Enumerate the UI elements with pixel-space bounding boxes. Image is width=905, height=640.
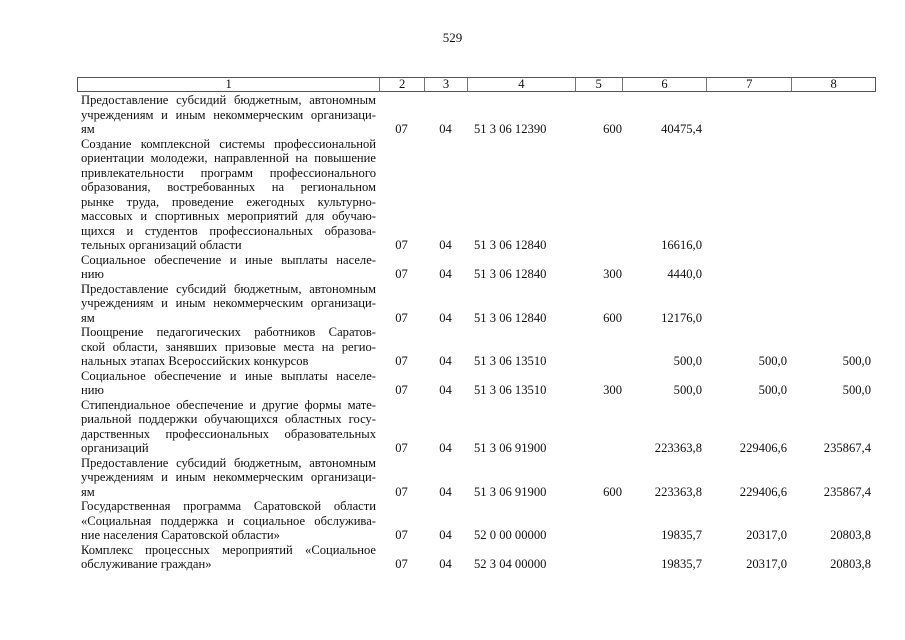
header-col-3: 3: [424, 78, 467, 91]
expense-type-code: 600: [603, 122, 622, 136]
expense-type-code: 300: [603, 267, 622, 281]
amount-year-1: 19835,7: [661, 557, 702, 571]
target-article-code: 51 3 06 12840: [474, 267, 547, 281]
table-row: [77, 456, 876, 500]
description-line: нальных этапах Всероссийских конкурсов: [81, 354, 309, 368]
section-code: 07: [395, 441, 408, 455]
description-line: обслуживание граждан»: [81, 557, 212, 571]
description-line: «Социальная поддержка и социальное обслужива-: [81, 513, 376, 528]
section-code: 07: [395, 383, 408, 397]
description-line: Создание комплексной системы профессиональной: [81, 136, 376, 151]
description-line: Предоставление субсидий бюджетным, автономным: [81, 455, 376, 470]
description-line: ской области, занявших призовые места на регио-: [81, 339, 376, 354]
description-line: Предоставление субсидий бюджетным, автономным: [81, 93, 376, 107]
description-line: ние населения Саратовской области»: [81, 528, 280, 542]
amount-year-1: 40475,4: [661, 122, 702, 136]
amount-year-1: 223363,8: [654, 441, 702, 455]
amount-year-3: 20803,8: [830, 528, 871, 542]
description-line: дарственных профессиональных образовательных: [81, 426, 376, 441]
description-line: нию: [81, 267, 104, 281]
section-code: 07: [395, 354, 408, 368]
amount-year-1: 500,0: [673, 383, 702, 397]
table-row: [77, 253, 876, 282]
expense-type-code: 600: [603, 310, 622, 325]
section-code: 07: [395, 310, 408, 325]
row-description: [77, 456, 379, 500]
amount-year-3: 235867,4: [823, 441, 871, 455]
subsection-code: 04: [439, 557, 452, 571]
amount-year-1: 19835,7: [661, 528, 702, 542]
row-description: [77, 543, 379, 572]
subsection-code: 04: [439, 383, 452, 397]
table-row: [77, 499, 876, 543]
row-description: [77, 369, 379, 398]
section-code: 07: [395, 528, 408, 542]
row-description: [77, 325, 379, 369]
table-row: [77, 398, 876, 456]
description-line: Предоставление субсидий бюджетным, автономным: [81, 281, 376, 296]
description-line: щихся и студентов профессиональных образова-: [81, 223, 376, 238]
table-row: [77, 369, 876, 398]
description-line: учреждениям и иным некоммерческим организаци-: [81, 296, 376, 310]
amount-year-3: 500,0: [842, 383, 871, 397]
subsection-code: 04: [439, 238, 452, 252]
description-line: рынке труда, проведение ежегодных культурно-: [81, 194, 376, 209]
row-description: [77, 137, 379, 253]
amount-year-2: 229406,6: [739, 484, 787, 499]
description-line: Поощрение педагогических работников Саратов-: [81, 325, 376, 339]
section-code: 07: [395, 267, 408, 281]
row-description: [77, 398, 379, 456]
table-row: [77, 137, 876, 253]
amount-year-1: 4440,0: [667, 267, 702, 281]
table-row: [77, 325, 876, 369]
target-article-code: 51 3 06 91900: [474, 484, 547, 499]
table-row: [77, 543, 876, 572]
subsection-code: 04: [439, 354, 452, 368]
amount-year-2: 229406,6: [739, 441, 787, 455]
description-line: Социальное обеспечение и иные выплаты населе-: [81, 252, 376, 267]
amount-year-2: 20317,0: [746, 557, 787, 571]
subsection-code: 04: [439, 528, 452, 542]
header-col-5: 5: [575, 78, 622, 91]
header-col-6: 6: [622, 78, 707, 91]
description-line: ям: [81, 310, 95, 325]
section-code: 07: [395, 238, 408, 252]
description-line: образования, востребованных на региональном: [81, 180, 376, 194]
amount-year-2: 500,0: [758, 354, 787, 368]
table-body: [77, 92, 876, 572]
header-col-1: 1: [225, 77, 232, 91]
target-article-code: 52 0 00 00000: [474, 528, 547, 542]
amount-year-1: 223363,8: [654, 484, 702, 499]
description-line: привлекательности программ профессионального: [81, 165, 376, 180]
description-line: учреждениям и иным некоммерческим организаци-: [81, 107, 376, 122]
expense-type-code: 300: [603, 383, 622, 397]
row-description: [77, 253, 379, 282]
description-line: ям: [81, 122, 95, 136]
amount-year-1: 500,0: [673, 354, 702, 368]
target-article-code: 51 3 06 91900: [474, 441, 547, 455]
page-number: 529: [442, 30, 463, 45]
description-line: тельных организаций области: [81, 238, 242, 252]
target-article-code: 51 3 06 13510: [474, 354, 547, 368]
description-line: ям: [81, 484, 95, 499]
row-description: [77, 282, 379, 326]
row-description: [77, 93, 379, 137]
subsection-code: 04: [439, 122, 452, 136]
amount-year-1: 12176,0: [661, 310, 702, 325]
row-description: [77, 499, 379, 543]
description-line: Социальное обеспечение и иные выплаты населе-: [81, 368, 376, 383]
description-line: организаций: [81, 441, 149, 455]
section-code: 07: [395, 484, 408, 499]
subsection-code: 04: [439, 267, 452, 281]
amount-year-3: 500,0: [842, 354, 871, 368]
description-line: Стипендиальное обеспечение и другие формы мате-: [81, 397, 376, 412]
description-line: ориентации молодежи, направленной на повышение: [81, 151, 376, 165]
description-line: массовых и спортивных мероприятий для обучаю-: [81, 209, 376, 223]
description-line: нию: [81, 383, 104, 397]
table-row: [77, 93, 876, 137]
amount-year-1: 16616,0: [661, 238, 702, 252]
table-header: [77, 77, 876, 92]
subsection-code: 04: [439, 484, 452, 499]
table-row: [77, 282, 876, 326]
amount-year-2: 20317,0: [746, 528, 787, 542]
expense-type-code: 600: [603, 484, 622, 499]
amount-year-3: 235867,4: [823, 484, 871, 499]
section-code: 07: [395, 122, 408, 136]
amount-year-2: 500,0: [758, 383, 787, 397]
target-article-code: 51 3 06 13510: [474, 383, 547, 397]
header-col-2: 2: [379, 78, 424, 91]
description-line: риальной поддержки обучающихся областных госу-: [81, 412, 376, 426]
description-line: учреждениям и иным некоммерческим организаци-: [81, 470, 376, 484]
header-col-8: 8: [791, 78, 875, 91]
section-code: 07: [395, 557, 408, 571]
subsection-code: 04: [439, 441, 452, 455]
target-article-code: 52 3 04 00000: [474, 557, 547, 571]
description-line: Комплекс процессных мероприятий «Социальное: [81, 542, 376, 557]
target-article-code: 51 3 06 12840: [474, 310, 547, 325]
header-col-7: 7: [706, 78, 791, 91]
header-col-4: 4: [467, 78, 575, 91]
description-line: Государственная программа Саратовской области: [81, 499, 376, 513]
target-article-code: 51 3 06 12840: [474, 238, 547, 252]
subsection-code: 04: [439, 310, 452, 325]
amount-year-3: 20803,8: [830, 557, 871, 571]
target-article-code: 51 3 06 12390: [474, 122, 547, 136]
budget-table: [77, 77, 876, 572]
